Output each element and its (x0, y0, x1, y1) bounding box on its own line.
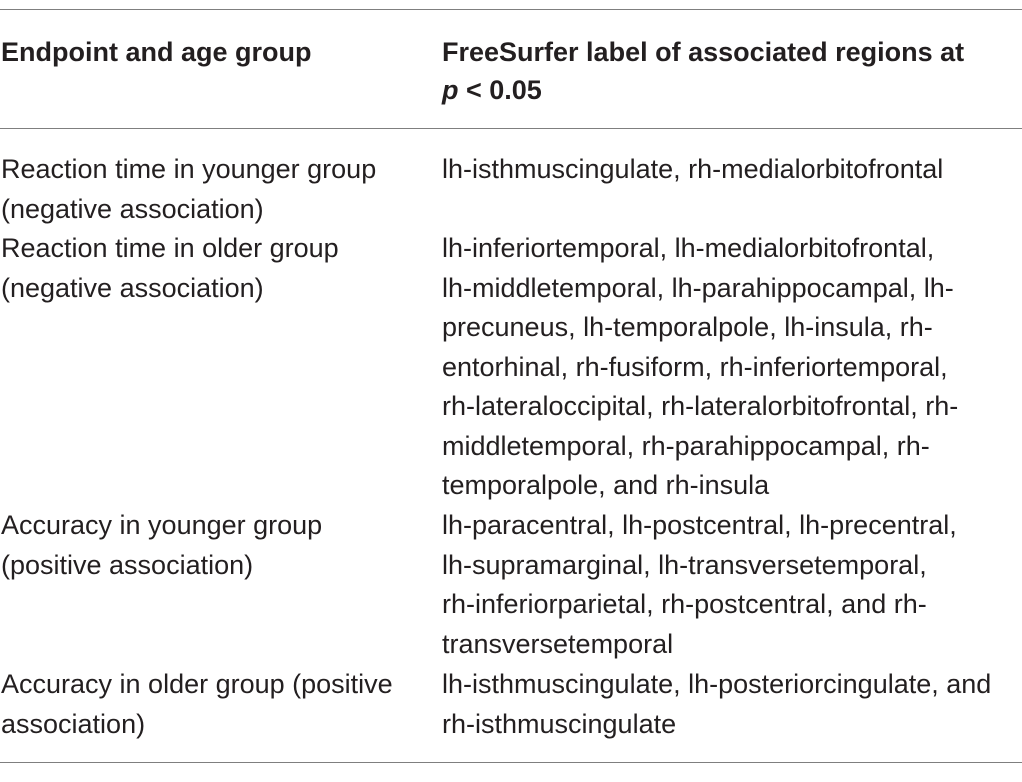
header-freesurfer-label-line1: FreeSurfer label of associated regions at (442, 37, 965, 67)
row-1-regions: lh-isthmuscingulate, rh-medialorbitofrontal (442, 154, 944, 184)
row-1-endpoint: Reaction time in younger group (negative association) (1, 154, 377, 224)
table-bottom-rule (0, 762, 1022, 763)
table-top-rule (0, 9, 1022, 10)
header-endpoint: Endpoint and age group (1, 37, 312, 67)
row-3-endpoint: Accuracy in younger group (positive association) (1, 510, 323, 580)
row-4-regions: lh-isthmuscingulate, lh-posteriorcingulate, and rh-isthmuscingulate (442, 669, 992, 739)
header-p-symbol: p (442, 75, 459, 105)
header-freesurfer-label (442, 33, 1022, 109)
row-3-regions: lh-paracentral, lh-postcentral, lh-precentral, lh-supramarginal, lh-transversetemporal, rh-inferiorparietal, rh-postcentral, and rh- transversetemporal (442, 510, 957, 659)
table-header-rule (0, 128, 1022, 129)
row-4-endpoint: Accuracy in older group (positive association) (1, 669, 393, 739)
header-p-threshold: < 0.05 (458, 75, 542, 105)
row-2-regions: lh-inferiortemporal, lh-medialorbitofrontal, lh-middletemporal, lh-parahippocampal, lh- precuneus, lh-temporalpole, lh-insula, rh- entorhinal, rh-fusiform, rh-inferiortemporal, rh-lateraloccipital, rh-lateralorbitofrontal, rh- middletemporal, rh-parahippocampal, rh- temporalpole, and rh-insula (442, 233, 959, 500)
row-2-endpoint: Reaction time in older group (negative association) (1, 233, 339, 303)
